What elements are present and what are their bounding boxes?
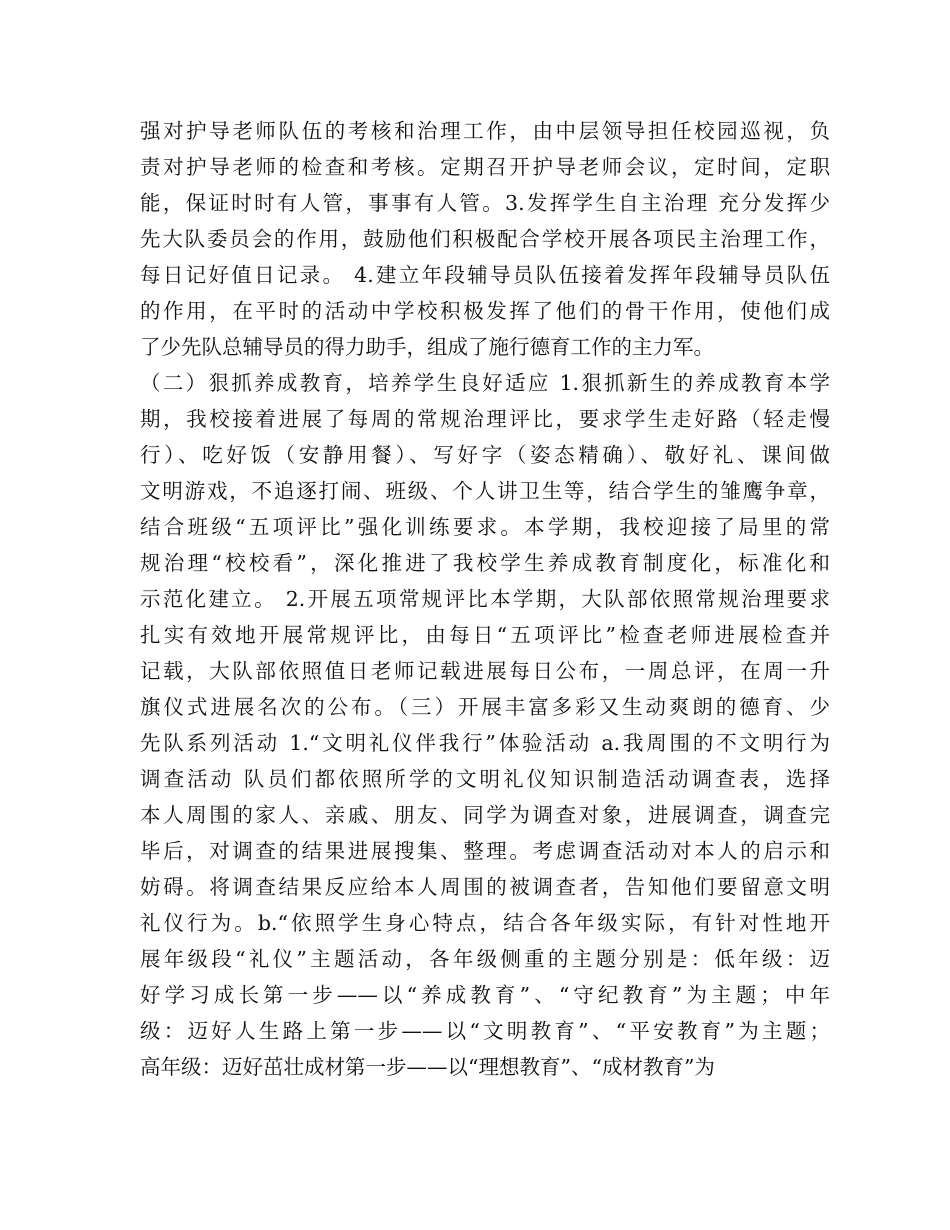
text-line: 扎实有效地开展常规评比，由每日“五项评比”检查老师进展检查并 — [140, 623, 830, 647]
text-line: 本人周围的家人、亲戚、朋友、同学为调查对象，进展调查，调查完 — [140, 803, 830, 827]
text-line: 毕后，对调查的结果进展搜集、整理。考虑调查活动对本人的启示和 — [140, 839, 830, 863]
text-line: 记载，大队部依照值日老师记载进展每日公布，一周总评，在周一升 — [140, 659, 830, 683]
text-line: 高年级：迈好茁壮成材第一步——以“理想教育”、“成材教育”为 — [140, 1055, 715, 1079]
text-line: 规治理“校校看”，深化推进了我校学生养成教育制度化，标准化和 — [140, 551, 830, 575]
body-text — [140, 113, 830, 1085]
text-line: 强对护导老师队伍的考核和治理工作，由中层领导担任校园巡视，负 — [140, 119, 830, 143]
text-line: 每日记好值日记录。 4.建立年段辅导员队伍接着发挥年段辅导员队伍 — [140, 263, 830, 287]
text-line: 好学习成长第一步——以“养成教育”、“守纪教育”为主题；中年 — [140, 983, 830, 1007]
text-line: 结合班级“五项评比”强化训练要求。本学期，我校迎接了局里的常 — [140, 515, 830, 539]
text-line: 责对护导老师的检查和考核。定期召开护导老师会议，定时间，定职 — [140, 155, 830, 179]
text-line: 调查活动 队员们都依照所学的文明礼仪知识制造活动调查表，选择 — [140, 767, 830, 791]
text-line: 礼仪行为。b.“依照学生身心特点，结合各年级实际，有针对性地开 — [140, 911, 830, 935]
text-line: 先队系列活动 1.“文明礼仪伴我行”体验活动 a.我周围的不文明行为 — [140, 731, 830, 755]
text-line: 级：迈好人生路上第一步——以“文明教育”、“平安教育”为主题； — [140, 1019, 830, 1043]
text-line: 期，我校接着进展了每周的常规治理评比，要求学生走好路（轻走慢 — [140, 407, 830, 431]
text-line: 了少先队总辅导员的得力助手，组成了施行德育工作的主力军。 — [140, 335, 714, 359]
text-line: 的作用，在平时的活动中学校积极发挥了他们的骨干作用，使他们成 — [140, 299, 830, 323]
text-line: 示范化建立。 2.开展五项常规评比本学期，大队部依照常规治理要求 — [140, 587, 830, 611]
text-line: 能，保证时时有人管，事事有人管。3.发挥学生自主治理 充分发挥少 — [140, 191, 830, 215]
text-line: 行）、吃好饭（安静用餐）、写好字（姿态精确）、敬好礼、课间做 — [140, 443, 830, 467]
text-line: 妨碍。将调查结果反应给本人周围的被调查者，告知他们要留意文明 — [140, 875, 830, 899]
text-line: （二）狠抓养成教育，培养学生良好适应 1.狠抓新生的养成教育本学 — [140, 371, 830, 395]
text-line: 文明游戏，不追逐打闹、班级、个人讲卫生等，结合学生的雏鹰争章， — [140, 479, 830, 503]
text-line: 展年级段“礼仪”主题活动，各年级侧重的主题分别是：低年级：迈 — [140, 947, 830, 971]
text-line: 旗仪式进展名次的公布。（三）开展丰富多彩又生动爽朗的德育、少 — [140, 695, 830, 719]
text-line: 先大队委员会的作用，鼓励他们积极配合学校开展各项民主治理工作， — [140, 227, 830, 251]
